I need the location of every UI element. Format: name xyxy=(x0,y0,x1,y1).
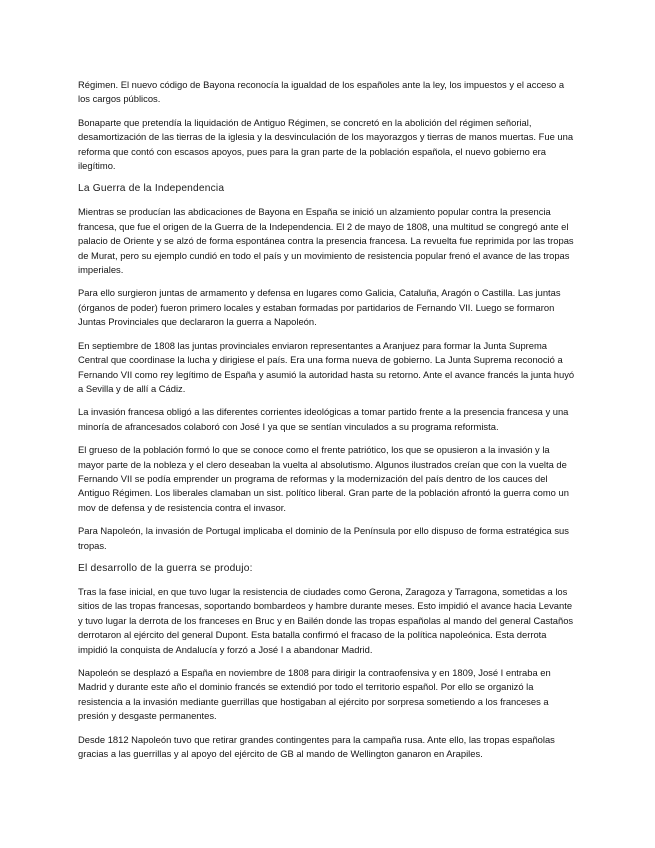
paragraph: Bonaparte que pretendía la liquidación de Antiguo Régimen, se concretó en la abolición del régimen señorial, desamortización de las tierras de la iglesia y la desvinculación de los mayorazgos y tierras de manos muertas. Fue una reforma que contó con escasos apoyos, pues para la gran parte de la población española, el nuevo gobierno era ilegítimo. xyxy=(78,116,574,172)
paragraph: La invasión francesa obligó a las diferentes corrientes ideológicas a tomar partido frente a la presencia francesa y una minoría de afrancesados colaboró con José I ya que se sentían vinculados a su programa reformista. xyxy=(78,406,569,432)
section-heading: El desarrollo de la guerra se produjo: xyxy=(78,562,253,574)
paragraph: El grueso de la población formó lo que se conoce como el frente patriótico, los que se opusieron a la invasión y la mayor parte de la nobleza y el clero deseaban la vuelta al absolutismo. Algunos ilustrados creían que con la vuelta de Fernando VII se podía emprender un programa de reformas y la modernización del país dentro de los cauces del Antiguo Régimen. Los liberales clamaban un sist. político liberal. Gran parte de la población afrontó la guerra como un mov de defensa y de resistencia contra el invasor. xyxy=(78,444,569,513)
paragraph: Napoleón se desplazó a España en noviembre de 1808 para dirigir la contraofensiva y en 1809, José I entraba en Madrid y durante este año el dominio francés se extendió por todo el territorio español. Por ello se organizó la resistencia a la invasión mediante guerrillas que hostigaban al ejército por sorpresa sometiendo a los franceses a presión y desgaste permanentes. xyxy=(78,667,551,722)
paragraph: Para Napoleón, la invasión de Portugal implicaba el dominio de la Península por ello dispuso de forma estratégica sus tropas. xyxy=(78,525,569,551)
paragraph: Para ello surgieron juntas de armamento y defensa en lugares como Galicia, Cataluña, Aragón o Castilla. Las juntas (órganos de poder) fueron primero locales y estaban formadas por partidarios de Fernando VII. Luego se formaron Juntas Provinciales que declararon la guerra a Napoleón. xyxy=(78,287,561,328)
section-heading: La Guerra de la Independencia xyxy=(78,183,225,195)
document-body xyxy=(78,78,578,770)
paragraph: Tras la fase inicial, en que tuvo lugar la resistencia de ciudades como Gerona, Zaragoza y Tarragona, sometidas a los sitios de las tropas francesas, soportando bombardeos y hambre durante meses. Esto impidió el avance hacia Levante y tuvo lugar la derrota de los franceses en Bruc y en Bailén donde las tropas españolas al mando del general Castaños derrotaron al ejército del general Dupont. Esta batalla confirmó el fracaso de la política napoleónica. Esta derrota impidió la conquista de Andalucía y forzó a José I a abandonar Madrid. xyxy=(78,585,574,655)
paragraph: Régimen. El nuevo código de Bayona reconocía la igualdad de los españoles ante la ley, los impuestos y el acceso a los cargos públicos. xyxy=(78,79,565,105)
paragraph: En septiembre de 1808 las juntas provinciales enviaron representantes a Aranjuez para formar la Junta Suprema Central que coordinase la lucha y dirigiese el país. Era una forma nueva de gobierno. La Junta Suprema reconoció a Fernando VII como rey legítimo de España y asumió la autoridad hasta su retorno. Ante el avance francés la junta huyó a Sevilla y de allí a Cádiz. xyxy=(78,339,575,394)
paragraph: Mientras se producían las abdicaciones de Bayona en España se inició un alzamiento popular contra la presencia francesa, que fue el origen de la Guerra de la Independencia. El 2 de mayo de 1808, una multitud se congregó ante el palacio de Oriente y se alzó de forma espontánea contra la presencia francesa. La revuelta fue reprimida por las tropas de Murat, pero su ejemplo cundió en todo el país y un movimiento de resistencia popular frenó el avance de las tropas imperiales. xyxy=(78,206,574,276)
paragraph: Desde 1812 Napoleón tuvo que retirar grandes contingentes para la campaña rusa. Ante ello, las tropas españolas gracias a las guerrillas y al apoyo del ejército de GB al mando de Wellington ganaron en Arapiles. xyxy=(78,733,555,760)
